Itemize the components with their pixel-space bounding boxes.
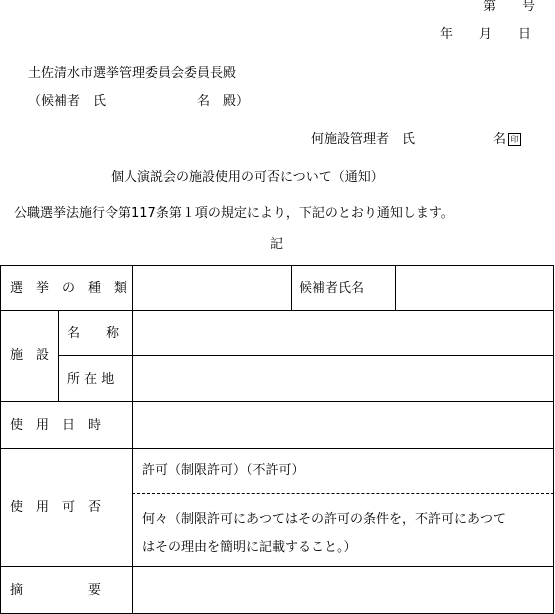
facility-address-label: 所 在 地 — [67, 372, 115, 387]
table-label-divider — [132, 265, 133, 613]
table-border-top — [0, 265, 554, 266]
sender-label: 何施設管理者 氏 名 — [311, 132, 507, 147]
facility-label: 施 設 — [10, 348, 50, 363]
table-line — [0, 566, 554, 567]
table-line — [0, 448, 554, 449]
table-facility-divider — [58, 310, 59, 401]
sender-line — [311, 133, 521, 146]
usage-datetime-label: 使 用 日 時 — [10, 418, 102, 433]
table-border-right — [553, 265, 554, 613]
document-number-label: 第 号 — [483, 0, 536, 14]
table-dashed-divider — [132, 493, 554, 494]
permission-options: 許可（制限許可）（不許可） — [142, 463, 305, 478]
usage-permission-label: 使 用 可 否 — [10, 500, 102, 515]
table-line — [291, 265, 292, 310]
addressee-candidate: （候補者 氏 名 殿） — [28, 94, 250, 109]
table-line — [395, 265, 396, 310]
summary-label: 摘 要 — [10, 583, 102, 598]
date-label: 年 月 日 — [440, 27, 532, 42]
document-title: 個人演説会の施設使用の可否について（通知） — [111, 170, 384, 185]
permission-note-line2: はその理由を簡明に記載すること。） — [142, 540, 357, 555]
table-line — [0, 310, 554, 311]
candidate-name-label: 候補者氏名 — [299, 281, 365, 296]
facility-name-label: 名 称 — [67, 326, 120, 341]
permission-note-line1: 何々（制限許可にあつてはその許可の条件を，不許可にあつて — [142, 512, 507, 527]
body-text: 公職選挙法施行令第117条第１項の規定により，下記のとおり通知します。 — [14, 206, 454, 221]
election-type-label: 選 挙 の 種 類 — [10, 281, 128, 296]
ki-label: 記 — [270, 237, 284, 252]
table-border-left — [0, 265, 1, 613]
addressee-chairman: 土佐清水市選挙管理委員会委員長殿 — [28, 66, 237, 81]
table-line — [0, 401, 554, 402]
seal-mark: 印 — [508, 133, 521, 146]
